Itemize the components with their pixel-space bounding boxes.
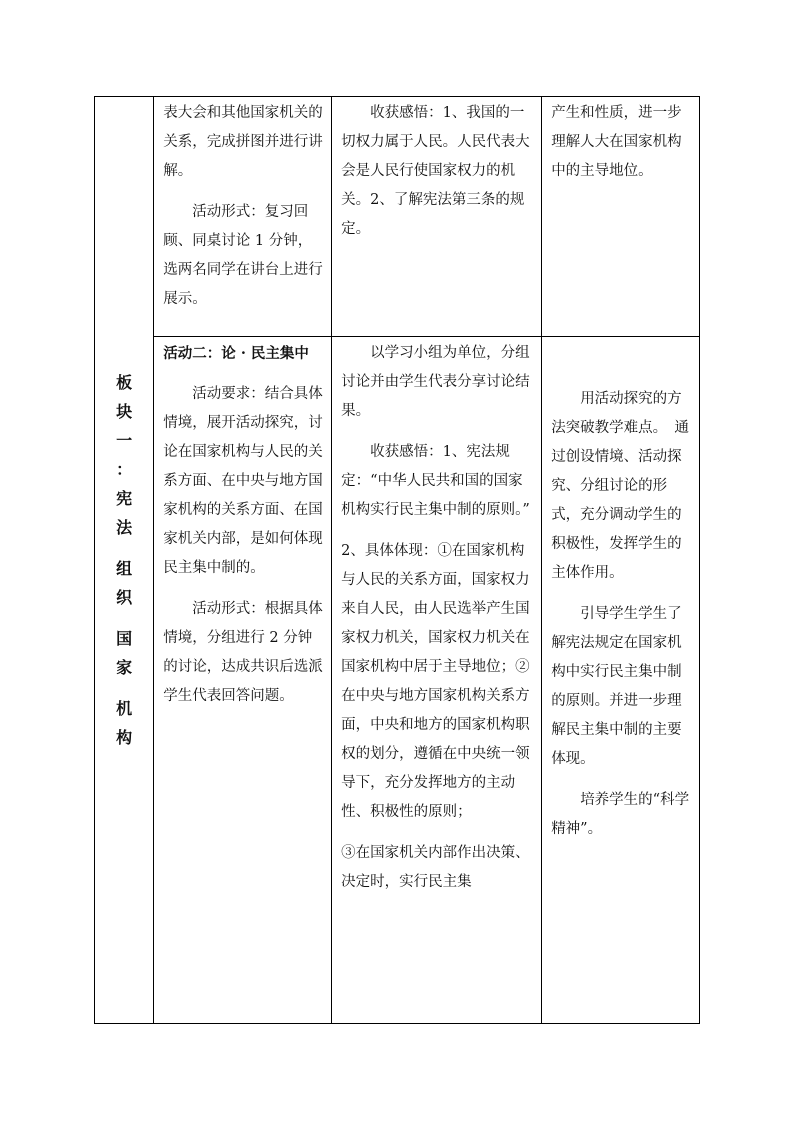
design-intent-text: 培养学生的“科学精神”。	[551, 792, 690, 837]
section-label-cell	[95, 97, 154, 1024]
lesson-plan-table	[94, 96, 700, 1024]
embodiment-text: 2、具体体现：①在国家机构与人民的关系方面，国家权力来自人民，由人民选举产生国家权力机关，国家权力机关在国家机构中居于主导地位；②在中央与地方国家机构关系方面，中央和地方的国家机构职权的划分，遵循在中央统一领导下，充分发挥地方的主动性、积极性的原则；	[341, 543, 530, 820]
table-row	[95, 337, 700, 1024]
activity-title: 活动二：论 · 民主集中	[163, 345, 309, 362]
section-label: 板 块 一 ： 宪 法 组 织 国 家 机 构	[116, 373, 133, 747]
design-intent-text: 用活动探究的方法突破教学难点。 通过创设情境、活动探究、分组讨论的形式，充分调动学生的积极性，发挥学生的主体作用。	[551, 391, 689, 581]
student-activity-cell	[332, 97, 542, 337]
activity-format-text: 活动形式：复习回顾、同桌讨论 1 分钟，选两名同学在讲台上进行展示。	[163, 204, 323, 307]
table-row	[95, 97, 700, 337]
design-intent-cell	[542, 337, 700, 1024]
activity-requirement-text: 活动要求：结合具体情境，展开活动探究，讨论在国家机构与人民的关系方面、在中央与地方国家机构的关系方面、在国家机关内部，是如何体现民主集中制的。	[163, 386, 323, 576]
student-activity-cell	[332, 337, 542, 1024]
insight-text: 收获感悟：1、宪法规定：“中华人民共和国的国家机构实行民主集中制的原则。”	[341, 444, 530, 518]
group-discussion-text: 以学习小组为单位，分组讨论并由学生代表分享讨论结果。	[341, 345, 530, 419]
design-intent-text: 引导学生学生了解宪法规定在国家机构中实行民主集中制的原则。并进一步理解民主集中制的主要体现。	[551, 606, 682, 767]
insight-text: 收获感悟：1、我国的一切权力属于人民。人民代表大会是人民行使国家权力的机关。2、了解宪法第三条的规定。	[341, 105, 530, 237]
embodiment-continued-text: ③在国家机关内部作出决策、决定时，实行民主集	[341, 845, 530, 890]
activity-cell	[154, 337, 332, 1024]
activity-text: 表大会和其他国家机关的关系，完成拼图并进行讲解。	[163, 105, 323, 179]
design-intent-cell	[542, 97, 700, 337]
activity-format-text: 活动形式：根据具体情境，分组进行 2 分钟的讨论，达成共识后选派学生代表回答问题。	[163, 601, 323, 704]
activity-cell	[154, 97, 332, 337]
design-intent-text: 产生和性质，进一步理解人大在国家机构中的主导地位。	[551, 105, 682, 179]
